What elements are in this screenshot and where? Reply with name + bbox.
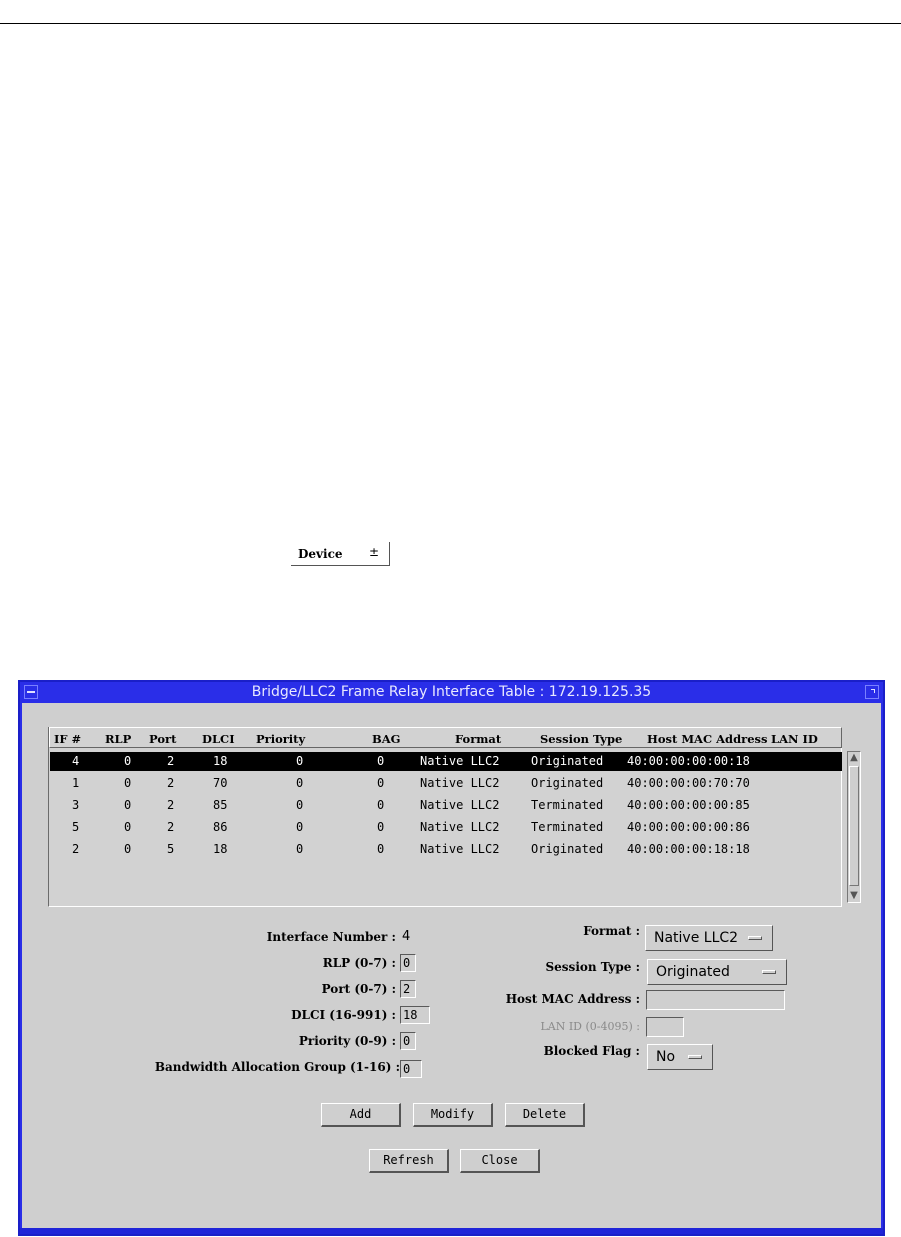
scroll-up-arrow-icon[interactable]: ▲	[850, 752, 858, 763]
rlp-field[interactable]: 0	[400, 954, 416, 972]
window-title: Bridge/LLC2 Frame Relay Interface Table : 172.19.125.35	[251, 684, 652, 700]
rlp-label: RLP (0-7) :	[322, 956, 396, 970]
interface-table-window	[18, 680, 885, 1236]
session-type-option-menu[interactable]	[647, 959, 787, 985]
device-selector-label: Device	[298, 546, 343, 561]
port-label: Port (0-7) :	[321, 982, 396, 996]
device-selector[interactable]	[291, 542, 390, 566]
add-button[interactable]: Add	[321, 1103, 401, 1127]
format-option-menu[interactable]	[645, 925, 773, 951]
refresh-button[interactable]: Refresh	[369, 1149, 449, 1173]
dlci-field[interactable]: 18	[400, 1006, 430, 1024]
close-button[interactable]: Close	[460, 1149, 540, 1173]
window-titlebar[interactable]	[20, 682, 883, 703]
column-header-host-mac: Host MAC Address	[647, 732, 768, 746]
column-header-rlp: RLP	[105, 732, 132, 746]
column-header-if: IF #	[54, 732, 82, 746]
window-maximize-icon[interactable]	[865, 685, 879, 699]
interface-number-label: Interface Number :	[266, 930, 396, 944]
blocked-flag-option-menu[interactable]	[647, 1044, 713, 1070]
scrollbar-thumb[interactable]	[849, 766, 859, 886]
format-value: Native LLC2	[654, 930, 739, 946]
bag-field[interactable]: 0	[400, 1060, 422, 1078]
modify-button[interactable]: Modify	[413, 1103, 493, 1127]
port-field[interactable]: 2	[400, 980, 416, 998]
interface-number-value: 4	[402, 929, 411, 944]
column-header-session-type: Session Type	[540, 732, 623, 746]
dropdown-arrow-icon: ±	[368, 545, 379, 559]
table-row[interactable]: 5 0 2 86 0 0 Native LLC2 Terminated 40:00:00:00:00:86	[72, 820, 750, 834]
scroll-down-arrow-icon[interactable]: ▼	[850, 890, 858, 901]
blocked-flag-value: No	[656, 1049, 676, 1065]
table-row[interactable]: 3 0 2 85 0 0 Native LLC2 Terminated 40:00:00:00:00:85	[72, 798, 750, 812]
column-header-dlci: DLCI	[202, 732, 235, 746]
option-menu-indicator-icon	[688, 1055, 702, 1059]
column-header-port: Port	[149, 732, 177, 746]
delete-button[interactable]: Delete	[505, 1103, 585, 1127]
format-label: Format :	[583, 924, 640, 938]
dlci-label: DLCI (16-991) :	[291, 1008, 396, 1022]
column-header-format: Format	[455, 732, 502, 746]
table-header-row	[50, 729, 840, 748]
table-row[interactable]: 4 0 2 18 0 0 Native LLC2 Originated 40:00:00:00:00:18	[50, 752, 842, 771]
session-type-label: Session Type :	[545, 960, 640, 974]
priority-label: Priority (0-9) :	[298, 1034, 396, 1048]
session-type-value: Originated	[656, 964, 730, 980]
window-menu-icon[interactable]	[24, 685, 38, 699]
lan-id-field[interactable]	[646, 1017, 684, 1037]
table-row[interactable]: 1 0 2 70 0 0 Native LLC2 Originated 40:00:00:00:70:70	[72, 776, 750, 790]
host-mac-field[interactable]	[646, 990, 785, 1010]
option-menu-indicator-icon	[748, 936, 762, 940]
blocked-flag-label: Blocked Flag :	[543, 1044, 640, 1058]
bag-label: Bandwidth Allocation Group (1-16) :	[154, 1060, 400, 1074]
column-header-lan-id: LAN ID	[771, 732, 818, 746]
option-menu-indicator-icon	[762, 970, 776, 974]
table-row[interactable]: 2 0 5 18 0 0 Native LLC2 Originated 40:00:00:00:18:18	[72, 842, 750, 856]
lan-id-label: LAN ID (0-4095) :	[540, 1020, 640, 1033]
top-divider	[0, 23, 901, 24]
host-mac-label: Host MAC Address :	[505, 992, 640, 1006]
column-header-priority: Priority	[256, 732, 306, 746]
priority-field[interactable]: 0	[400, 1032, 416, 1050]
column-header-bag: BAG	[372, 732, 401, 746]
window-bottom-border	[20, 1228, 883, 1234]
